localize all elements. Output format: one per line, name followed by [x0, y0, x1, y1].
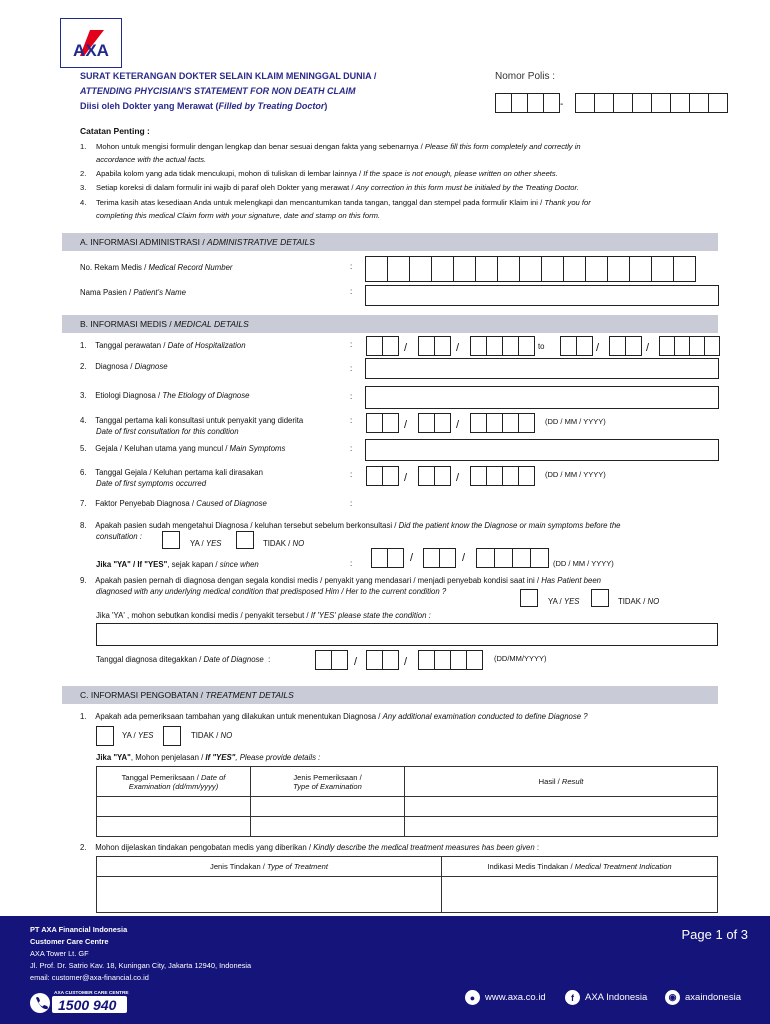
table-header: Jenis Pemeriksaan / Type of Examination — [251, 767, 405, 797]
cc-label: Customer Care Centre — [30, 937, 109, 946]
table-row[interactable] — [97, 817, 718, 837]
first-symptoms-year[interactable] — [470, 466, 534, 486]
hospitalization-day[interactable] — [366, 336, 398, 356]
colon: : — [350, 262, 353, 271]
main-symptoms-input[interactable] — [365, 439, 719, 461]
website-link[interactable]: ● www.axa.co.id — [465, 990, 546, 1005]
page-number: Page 1 of 3 — [681, 927, 748, 942]
diagnose-month[interactable] — [366, 650, 398, 670]
question-hospitalization: 1. Tanggal perawatan / Date of Hospitalization — [80, 341, 246, 350]
colon: : — [350, 287, 353, 296]
yes-label: YA / YES — [548, 597, 580, 606]
slash: / — [410, 552, 414, 564]
policy-number-dash: - — [560, 99, 564, 110]
question-treatment: 2. Mohon dijelaskan tindakan pengobatan medis yang diberikan / Kindly describe the medical treatment measures has been given : — [80, 843, 540, 852]
question-first-consultation: 4. Tanggal pertama kali konsultasi untuk penyakit yang diderita Date of first consultation for this condition — [80, 416, 304, 436]
yes-label: YA / YES — [190, 539, 222, 548]
slash: / — [354, 656, 358, 668]
slash: / — [646, 342, 650, 354]
slash: / — [456, 342, 460, 354]
question-underlying-condition: 9. Apakah pasien pernah di diagnosa dengan segala kondisi medis / penyakit yang mendasari / menjadi penyebab kondisi saat ini / Has Patient been diagnosed with any underlying medical condition that predisposed Him / Her to the current condition ? — [80, 576, 602, 596]
no-label: TIDAK / NO — [263, 539, 305, 548]
note-item: 1. Mohon untuk mengisi formulir dengan lengkap dan benar sesuai dengan fakta yang sebenarnya / Please fill this form completely and correctly in accordance with the actual facts. — [80, 142, 581, 164]
customer-care-badge — [30, 986, 130, 1018]
c1-yes-checkbox[interactable] — [96, 726, 114, 746]
no-label: TIDAK / NO — [618, 597, 660, 606]
colon: : — [350, 364, 353, 373]
instagram-link[interactable]: ◉ axaindonesia — [665, 990, 741, 1005]
colon: : — [350, 392, 353, 401]
q9-condition-label: Jika 'YA' , mohon sebutkan kondisi medis / penyakit tersebut / If 'YES' please state the condition : — [96, 611, 431, 620]
first-consultation-day[interactable] — [366, 413, 398, 433]
colon: : — [350, 340, 353, 349]
q8-no-checkbox[interactable] — [236, 531, 254, 549]
diagnose-date-label: Tanggal diagnosa ditegakkan / Date of Diagnose : — [96, 655, 271, 664]
table-row[interactable] — [97, 797, 718, 817]
table-row[interactable] — [97, 877, 718, 913]
since-month[interactable] — [423, 548, 455, 568]
date-format-hint: (DD / MM / YYYY) — [545, 470, 606, 479]
slash: / — [456, 419, 460, 431]
table-header: Hasil / Result — [405, 767, 718, 797]
q9-yes-checkbox[interactable] — [520, 589, 538, 607]
globe-icon: ● — [465, 990, 480, 1005]
question-cause: 7. Faktor Penyebab Diagnosa / Caused of Diagnose — [80, 499, 267, 508]
hospitalization-end-year[interactable] — [659, 336, 719, 356]
question-etiology: 3. Etiologi Diagnosa / The Etiology of Diagnose — [80, 391, 250, 400]
first-symptoms-day[interactable] — [366, 466, 398, 486]
question-prior-knowledge: 8. Apakah pasien sudah mengetahui Diagnosa / keluhan tersebut sebelum berkonsultasi / Did the patient know the Diagnose or main symptoms before the consultation : — [80, 521, 621, 541]
q8-since-when-label: Jika "YA" / If "YES", sejak kapan / since when — [96, 560, 259, 569]
svg-text:AXA CUSTOMER CARE CENTRE: AXA CUSTOMER CARE CENTRE — [54, 991, 129, 996]
yes-label: YA / YES — [122, 731, 154, 740]
question-diagnose: 2. Diagnosa / Diagnose — [80, 362, 168, 371]
colon: : — [350, 444, 353, 453]
first-consultation-year[interactable] — [470, 413, 534, 433]
hospitalization-month[interactable] — [418, 336, 450, 356]
tower: AXA Tower Lt. GF — [30, 949, 89, 958]
date-format-hint: (DD / MM / YYYY) — [545, 417, 606, 426]
slash: / — [404, 656, 408, 668]
policy-number-input-2[interactable] — [575, 93, 727, 113]
slash: / — [462, 552, 466, 564]
provide-details-label: Jika "YA", Mohon penjelasan / If "YES", Please provide details : — [96, 753, 321, 762]
q9-no-checkbox[interactable] — [591, 589, 609, 607]
c1-no-checkbox[interactable] — [163, 726, 181, 746]
section-c-header: C. INFORMASI PENGOBATAN / TREATMENT DETAILS — [62, 686, 718, 704]
form-title-en: ATTENDING PHYCISIAN'S STATEMENT FOR NON DEATH CLAIM — [80, 86, 356, 96]
date-format-hint: (DD / MM / YYYY) — [553, 559, 614, 568]
slash: / — [456, 472, 460, 484]
instagram-icon: ◉ — [665, 990, 680, 1005]
question-additional-exam: 1. Apakah ada pemeriksaan tambahan yang dilakukan untuk menentukan Diagnosa / Any additional examination conducted to define Diagnose ? — [80, 712, 588, 721]
policy-number-label: Nomor Polis : — [495, 71, 556, 82]
note-item: 3. Setiap koreksi di dalam formulir ini wajib di paraf oleh Dokter yang merawat / Any correction in this form must be initialed by the Treating Doctor. — [80, 183, 579, 192]
slash: / — [404, 472, 408, 484]
facebook-icon: f — [565, 990, 580, 1005]
table-header: Indikasi Medis Tindakan / Medical Treatment Indication — [442, 857, 718, 877]
patient-name-label: Nama Pasien / Patient's Name — [80, 288, 186, 297]
first-consultation-month[interactable] — [418, 413, 450, 433]
examination-table — [96, 766, 718, 837]
date-format-hint: (DD/MM/YYYY) — [494, 654, 547, 663]
table-header: Tanggal Pemeriksaan / Date of Examination (dd/mm/yyyy) — [97, 767, 251, 797]
policy-number-input-1[interactable] — [495, 93, 559, 113]
facebook-link[interactable]: f AXA Indonesia — [565, 990, 647, 1005]
since-day[interactable] — [371, 548, 403, 568]
question-main-symptoms: 5. Gejala / Keluhan utama yang muncul / Main Symptoms — [80, 444, 286, 453]
company-name: PT AXA Financial Indonesia — [30, 925, 128, 934]
section-b-header: B. INFORMASI MEDIS / MEDICAL DETAILS — [62, 315, 718, 333]
form-title-id: SURAT KETERANGAN DOKTER SELAIN KLAIM MENINGGAL DUNIA / — [80, 71, 377, 81]
slash: / — [596, 342, 600, 354]
slash: / — [404, 342, 408, 354]
medical-record-input[interactable] — [365, 256, 695, 282]
svg-text:1500 940: 1500 940 — [58, 997, 117, 1013]
etiology-input[interactable] — [365, 386, 719, 409]
email: email: customer@axa-financial.co.id — [30, 973, 149, 982]
svg-text:AXA: AXA — [73, 41, 109, 60]
address: Jl. Prof. Dr. Satrio Kav. 18, Kuningan City, Jakarta 12940, Indonesia — [30, 961, 252, 970]
colon: : — [350, 416, 353, 425]
condition-input[interactable] — [96, 623, 718, 646]
hospitalization-end-day[interactable] — [560, 336, 592, 356]
colon: : — [350, 470, 353, 479]
diagnose-input[interactable] — [365, 358, 719, 379]
first-symptoms-month[interactable] — [418, 466, 450, 486]
form-subtitle: Diisi oleh Dokter yang Merawat (Filled by Treating Doctor) — [80, 101, 328, 111]
q8-yes-checkbox[interactable] — [162, 531, 180, 549]
slash: / — [404, 419, 408, 431]
footer — [0, 916, 770, 1024]
medical-record-label: No. Rekam Medis / Medical Record Number — [80, 263, 233, 272]
diagnose-day[interactable] — [315, 650, 347, 670]
section-a-header: A. INFORMASI ADMINISTRASI / ADMINISTRATIVE DETAILS — [62, 233, 718, 251]
table-header: Jenis Tindakan / Type of Treatment — [97, 857, 442, 877]
colon: : — [350, 499, 353, 508]
hospitalization-year[interactable] — [470, 336, 534, 356]
note-item: 2. Apabila kolom yang ada tidak mencukupi, mohon di tuliskan di lembar lainnya / If the space is not enough, please written on other sheets. — [80, 169, 558, 178]
treatment-table — [96, 856, 718, 913]
notes-title: Catatan Penting : — [80, 126, 150, 136]
colon: : — [350, 559, 353, 568]
note-item: 4. Terima kasih atas kesediaan Anda untuk melengkapi dan mencantumkan tanda tangan, tanggal dan stempel pada formulir Klaim ini / Thank you for completing this medical Claim form with your signature, date and stamp on this form. — [80, 198, 591, 220]
patient-name-input[interactable] — [365, 285, 719, 306]
to-label: to — [538, 342, 545, 351]
axa-logo — [60, 18, 122, 68]
no-label: TIDAK / NO — [191, 731, 233, 740]
question-first-symptoms: 6. Tanggal Gejala / Keluhan pertama kali dirasakan Date of first symptoms occurred — [80, 468, 263, 488]
diagnose-year[interactable] — [418, 650, 482, 670]
since-year[interactable] — [476, 548, 548, 568]
hospitalization-end-month[interactable] — [609, 336, 641, 356]
